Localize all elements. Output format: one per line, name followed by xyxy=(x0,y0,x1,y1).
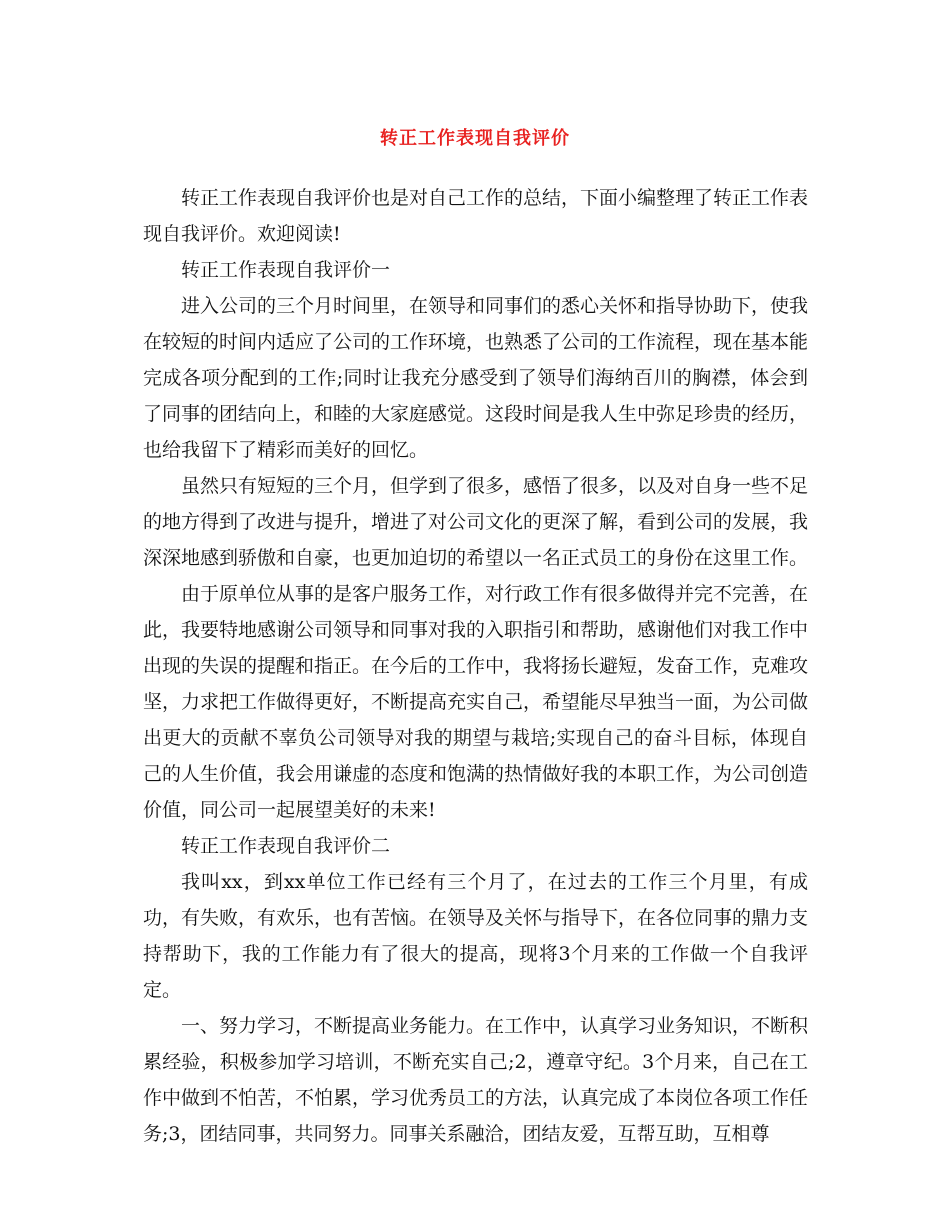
body-paragraph: 我叫xx，到xx单位工作已经有三个月了，在过去的工作三个月里，有成功，有失败，有欢乐，也有苦恼。在领导及关怀与指导下，在各位同事的鼎力支持帮助下，我的工作能力有了很大的提高，现将3个月来的工作做一个自我评定。 xyxy=(143,871,809,1001)
body-paragraph: 进入公司的三个月时间里，在领导和同事们的悉心关怀和指导协助下，使我在较短的时间内适应了公司的工作环境，也熟悉了公司的工作流程，现在基本能完成各项分配到的工作;同时让我充分感受到了领导们海纳百川的胸襟，体会到了同事的团结向上，和睦的大家庭感觉。这段时间是我人生中弥足珍贵的经历，也给我留下了精彩而美好的回忆。 xyxy=(143,295,809,461)
body-paragraph: 虽然只有短短的三个月，但学到了很多，感悟了很多，以及对自身一些不足的地方得到了改进与提升，增进了对公司文化的更深了解，看到公司的发展，我深深地感到骄傲和自豪，也更加迫切的希望以一名正式员工的身份在这里工作。 xyxy=(143,475,809,569)
section-heading-one: 转正工作表现自我评价一 xyxy=(181,259,391,281)
body-paragraph: 一、努力学习，不断提高业务能力。在工作中，认真学习业务知识，不断积累经验，积极参加学习培训，不断充实自己;2，遵章守纪。3个月来，自己在工作中做到不怕苦，不怕累，学习优秀员工的方法，认真完成了本岗位各项工作任务;3，团结同事，共同努力。同事关系融洽，团结友爱，互帮互助，互相尊 xyxy=(143,1015,809,1145)
section-heading-two: 转正工作表现自我评价二 xyxy=(181,835,391,857)
body-paragraph: 由于原单位从事的是客户服务工作，对行政工作有很多做得并完不完善，在此，我要特地感谢公司领导和同事对我的入职指引和帮助，感谢他们对我工作中出现的失误的提醒和指正。在今后的工作中，我将扬长避短，发奋工作，克难攻坚，力求把工作做得更好，不断提高充实自己，希望能尽早独当一面，为公司做出更大的贡献不辜负公司领导对我的期望与栽培;实现自己的奋斗目标，体现自己的人生价值，我会用谦虚的态度和饱满的热情做好我的本职工作，为公司创造价值，同公司一起展望美好的未来! xyxy=(143,583,809,821)
document-title: 转正工作表现自我评价 xyxy=(380,128,570,149)
document-body xyxy=(143,180,808,1152)
intro-paragraph: 转正工作表现自我评价也是对自己工作的总结，下面小编整理了转正工作表现自我评价。欢迎阅读! xyxy=(143,187,809,245)
